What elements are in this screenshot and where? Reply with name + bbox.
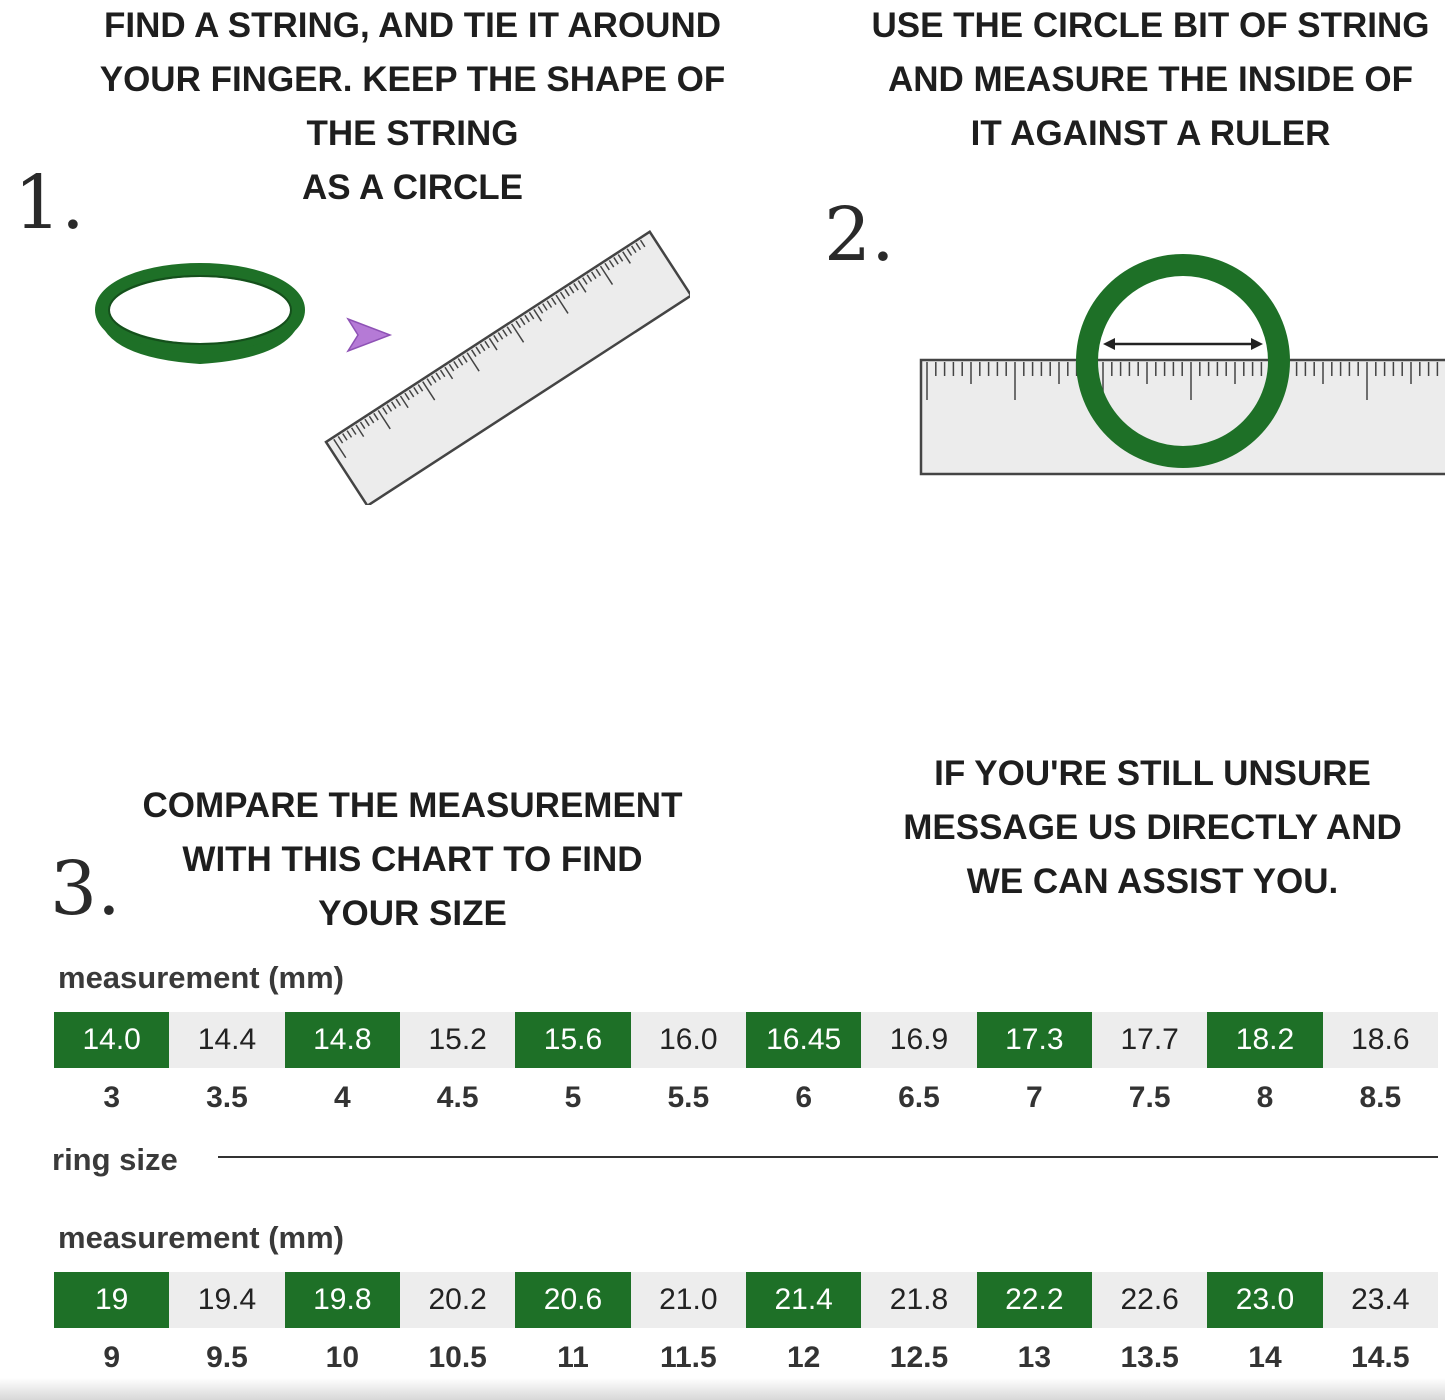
step-2-number: 2. [824, 192, 895, 278]
ring-on-ruler-icon [915, 248, 1445, 480]
measurement-cell: 18.6 [1351, 1023, 1410, 1056]
ring-size-cell: 3.5 [206, 1081, 248, 1114]
ring-size-cell: 3 [103, 1081, 120, 1114]
measurement-cell: 16.9 [889, 1023, 949, 1056]
ring-size-cell: 14 [1248, 1341, 1282, 1374]
measurement-cell: 19.8 [285, 1272, 400, 1328]
measurement-cell: 22.6 [1120, 1283, 1179, 1316]
ring-size-cell: 12.5 [889, 1341, 949, 1374]
measurement-cell: 16.45 [746, 1012, 861, 1068]
ring-size-cell: 8.5 [1359, 1081, 1402, 1114]
ring-size-cell: 7 [1025, 1081, 1043, 1114]
measurement-cell: 19.4 [197, 1283, 257, 1316]
ring-size-cell: 8 [1256, 1081, 1274, 1114]
measurement-cell: 21.4 [746, 1272, 861, 1328]
ring-size-cell: 12 [786, 1341, 821, 1374]
ring-size-cell: 10 [325, 1341, 360, 1374]
measurement-row-2 [54, 1272, 1438, 1328]
ring-size-cell: 10.5 [428, 1341, 487, 1374]
ring-size-cell: 4.5 [436, 1081, 479, 1114]
measurement-cell: 21.0 [659, 1283, 718, 1316]
measurement-cell: 14.8 [285, 1012, 400, 1068]
step-3-instructions: COMPARE THE MEASUREMENT WITH THIS CHART TO FIND YOUR SIZE [142, 786, 683, 933]
ring-size-cell: 13 [1017, 1341, 1052, 1374]
divider-line [218, 1156, 1438, 1158]
ring-size-cell: 11.5 [659, 1341, 717, 1374]
ring-size-cell: 6 [795, 1081, 812, 1114]
step-2-instructions: USE THE CIRCLE BIT OF STRING AND MEASURE THE INSIDE OF IT AGAINST A RULER [871, 6, 1430, 153]
measurement-cell: 18.2 [1207, 1012, 1322, 1068]
measurement-cell: 23.0 [1207, 1272, 1322, 1328]
ruler-icon [318, 220, 690, 505]
measurement-cell: 21.8 [889, 1283, 949, 1316]
ring-size-cell: 4 [333, 1081, 351, 1114]
measurement-cell: 20.2 [428, 1283, 487, 1316]
ring-size-cell: 6.5 [898, 1081, 940, 1114]
help-message: IF YOU'RE STILL UNSURE MESSAGE US DIRECTLY AND WE CAN ASSIST YOU. [903, 754, 1402, 901]
measurement-row-1 [54, 1012, 1438, 1068]
ring-size-cell: 7.5 [1128, 1081, 1171, 1114]
ring-size-cell: 5.5 [667, 1081, 710, 1114]
measurement-cell: 15.2 [428, 1023, 487, 1056]
ring-size-cell: 13.5 [1120, 1341, 1179, 1374]
measurement-label: measurement (mm) [58, 960, 344, 995]
string-loop-icon [90, 255, 310, 375]
measurement-cell: 19 [54, 1272, 169, 1328]
step-3-number: 3. [50, 846, 121, 932]
measurement-cell: 22.2 [977, 1272, 1092, 1328]
measurement-cell: 16.0 [659, 1023, 718, 1056]
step-1-instructions: FIND A STRING, AND TIE IT AROUND YOUR FINGER. KEEP THE SHAPE OF THE STRING AS A CIRCLE [99, 6, 726, 207]
measurement-label: measurement (mm) [58, 1220, 344, 1255]
ring-size-label: ring size [52, 1142, 178, 1177]
ring-size-cell: 9.5 [206, 1341, 248, 1374]
measurement-cell: 14.4 [197, 1023, 257, 1056]
measurement-cell: 15.6 [515, 1012, 630, 1068]
measurement-cell: 17.7 [1120, 1023, 1179, 1056]
ring-size-cell: 9 [103, 1341, 120, 1374]
ring-size-cell: 14.5 [1351, 1341, 1410, 1374]
measurement-cell: 17.3 [977, 1012, 1092, 1068]
measurement-cell: 14.0 [54, 1012, 169, 1068]
measurement-cell: 20.6 [515, 1272, 630, 1328]
ring-size-cell: 5 [564, 1081, 582, 1114]
measurement-cell: 23.4 [1351, 1283, 1410, 1316]
ring-size-cell: 11 [557, 1341, 589, 1374]
ring-size-row-1 [54, 1070, 1438, 1126]
step-1-number: 1. [14, 160, 85, 246]
bottom-shadow [0, 1378, 1445, 1400]
